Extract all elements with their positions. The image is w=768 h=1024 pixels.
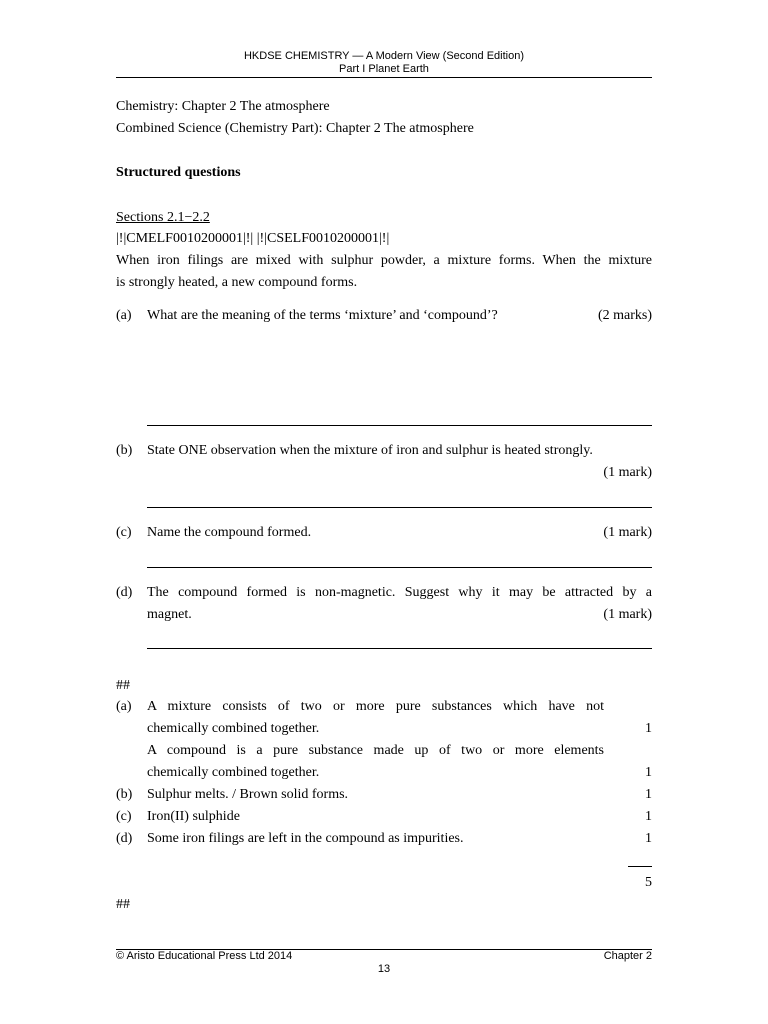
footer-chapter: Chapter 2	[603, 950, 652, 962]
separator-end: ##	[116, 897, 130, 912]
page-header	[116, 50, 652, 76]
answer-a2-line-2: chemically combined together.	[147, 765, 320, 780]
answer-d-text: Some iron filings are left in the compound as impurities.	[147, 831, 464, 846]
answer-line-d	[147, 648, 652, 649]
question-codes: |!|CMELF0010200001|!| |!|CSELF0010200001|!|	[116, 231, 390, 246]
answer-line-c	[147, 567, 652, 568]
answer-b-label: (b)	[116, 787, 133, 802]
question-b-label: (b)	[116, 443, 133, 458]
question-a-label: (a)	[116, 308, 132, 323]
total-rule	[628, 866, 652, 867]
chapter-line-chemistry: Chemistry: Chapter 2 The atmosphere	[116, 99, 330, 114]
question-b-text: State ONE observation when the mixture of iron and sulphur is heated strongly.	[147, 443, 593, 458]
chapter-line-combined-science: Combined Science (Chemistry Part): Chapter 2 The atmosphere	[116, 121, 474, 136]
question-b-marks: (1 mark)	[603, 465, 652, 480]
separator: ##	[116, 678, 130, 693]
answer-d-label: (d)	[116, 831, 133, 846]
answer-line-a	[147, 425, 652, 426]
answer-a2-mark: 1	[645, 765, 652, 780]
answer-b-mark: 1	[645, 787, 652, 802]
intro-line-2: is strongly heated, a new compound forms.	[116, 275, 358, 290]
answer-a2-line-1: A compound is a pure substance made up of two or more elements	[147, 743, 604, 758]
answer-line-b	[147, 507, 652, 508]
page-number: 13	[377, 963, 391, 975]
question-c-text: Name the compound formed.	[147, 525, 312, 540]
header-rule	[116, 77, 652, 78]
answer-c-text: Iron(II) sulphide	[147, 809, 240, 824]
sections-reference: Sections 2.1−2.2	[116, 210, 210, 225]
answer-c-label: (c)	[116, 809, 132, 824]
header-part: Part I Planet Earth	[339, 63, 429, 75]
question-c-marks: (1 mark)	[603, 525, 652, 540]
total-marks: 5	[645, 875, 652, 890]
answer-a-label: (a)	[116, 699, 132, 714]
question-d-text-line-1: The compound formed is non-magnetic. Suggest why it may be attracted by a	[147, 585, 652, 600]
answer-c-mark: 1	[645, 809, 652, 824]
question-c-label: (c)	[116, 525, 132, 540]
intro-line-1: When iron filings are mixed with sulphur powder, a mixture forms. When the mixture	[116, 253, 652, 268]
answer-a1-mark: 1	[645, 721, 652, 736]
answer-d-mark: 1	[645, 831, 652, 846]
question-d-label: (d)	[116, 585, 133, 600]
header-title: HKDSE CHEMISTRY — A Modern View (Second Edition)	[243, 50, 524, 62]
answer-b-text: Sulphur melts. / Brown solid forms.	[147, 787, 349, 802]
question-d-text-line-2: magnet.	[147, 607, 192, 622]
question-a-marks: (2 marks)	[597, 308, 652, 323]
answer-a1-line-1: A mixture consists of two or more pure substances which have not	[147, 699, 604, 714]
footer-copyright: © Aristo Educational Press Ltd 2014	[116, 950, 293, 962]
question-d-marks: (1 mark)	[603, 607, 652, 622]
question-a-text: What are the meaning of the terms ‘mixture’ and ‘compound’?	[147, 308, 498, 323]
section-title: Structured questions	[116, 165, 241, 180]
answer-a1-line-2: chemically combined together.	[147, 721, 320, 736]
